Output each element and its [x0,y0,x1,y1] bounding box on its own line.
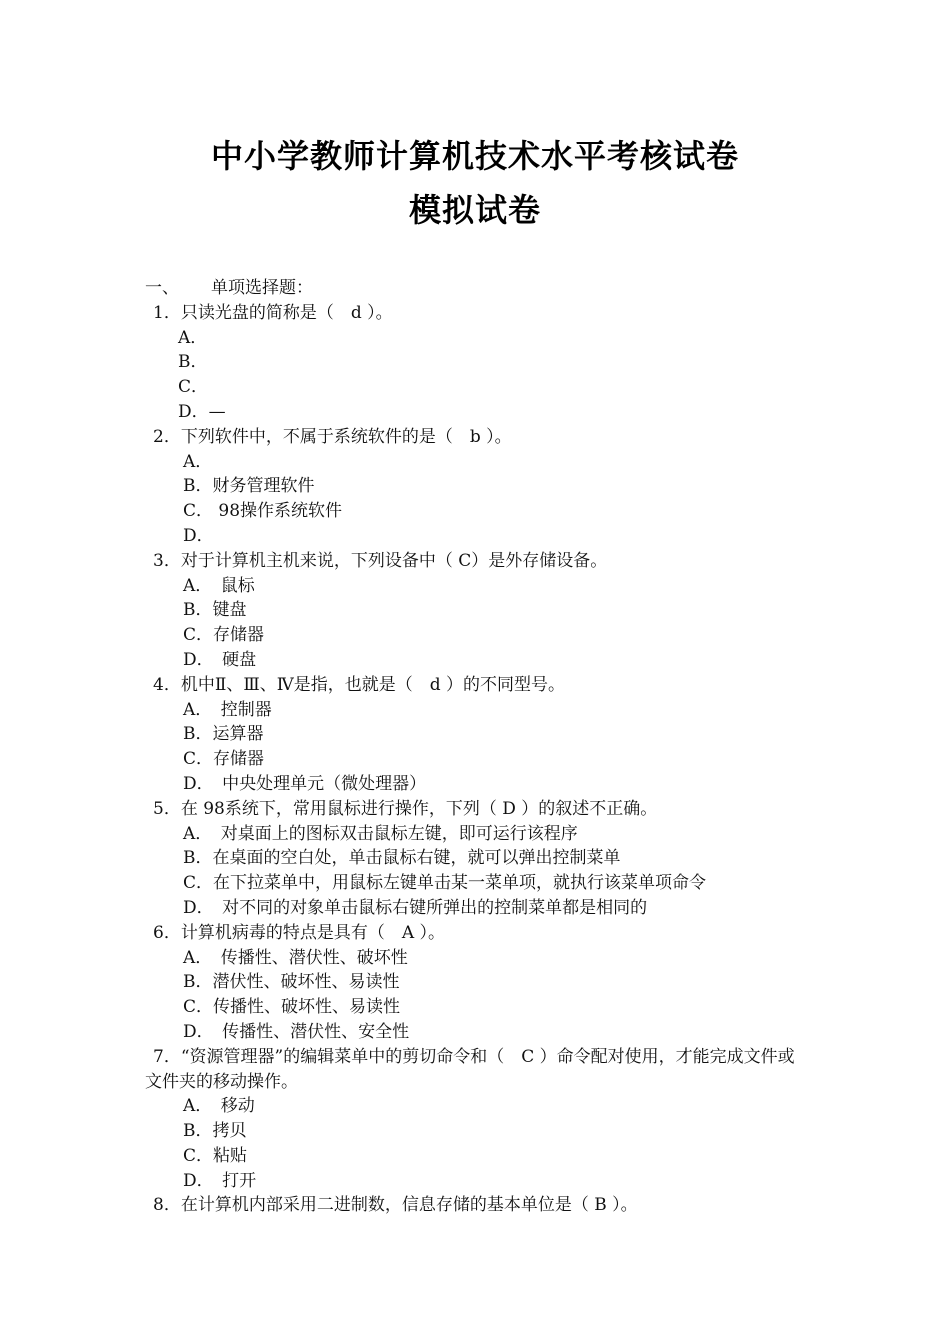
question-1-option-b: B． [178,352,208,373]
document-title: 中小学教师计算机技术水平考核试卷 [210,137,739,175]
question-6-option-a: A． 传播性、潜伏性、破坏性 [183,947,408,968]
question-7-option-d: D． 打开 [183,1170,257,1191]
question-5-stem: 5．在 98系统下，常用鼠标进行操作，下列（ D ）的叙述不正确。 [153,798,658,819]
question-6-option-b: B．潜伏性、破坏性、易读性 [183,972,400,993]
question-7-option-b: B．拷贝 [183,1121,247,1142]
question-3-option-b: B．键盘 [183,600,247,621]
question-2-option-d: D． [183,525,214,546]
question-6-stem: 6．计算机病毒的特点是具有（ A ）。 [153,922,445,943]
exam-body [145,276,805,1218]
question-3-option-d: D． 硬盘 [183,649,257,670]
question-4-option-c: C．存储器 [183,749,265,770]
question-2-option-c: C． 98操作系统软件 [183,501,343,522]
question-6-option-d: D． 传播性、潜伏性、安全性 [183,1021,410,1042]
question-5-option-c: C．在下拉菜单中，用鼠标左键单击某一菜单项，就执行该菜单项命令 [183,873,707,894]
question-3-option-a: A． 鼠标 [183,575,255,596]
question-4-stem: 4．机中Ⅱ、Ⅲ、Ⅳ是指，也就是（ d ）的不同型号。 [153,674,566,695]
question-2-stem: 2．下列软件中，不属于系统软件的是（ b ）。 [153,426,512,447]
question-8-stem: 8．在计算机内部采用二进制数，信息存储的基本单位是（ B ）。 [153,1195,638,1216]
question-3-stem: 3．对于计算机主机来说，下列设备中（ C）是外存储设备。 [153,550,608,571]
question-7-stem: 7．“资源管理器”的编辑菜单中的剪切命令和（ C ）命令配对使用，才能完成文件或文件夹的移动操作。 [145,1046,795,1092]
question-1-option-c: C． [178,377,209,398]
section-number: 一、 [145,278,179,298]
question-5-option-a: A． 对桌面上的图标双击鼠标左键，即可运行该程序 [183,823,578,844]
question-6-option-c: C．传播性、破坏性、易读性 [183,997,401,1018]
question-5-option-d: D． 对不同的对象单击鼠标右键所弹出的控制菜单都是相同的 [183,897,648,918]
question-7-option-c: C．粘贴 [183,1145,248,1166]
question-2-option-a: A． [183,451,213,472]
section-heading [145,276,805,301]
question-1-option-d: D．— [178,401,226,422]
question-2-option-b: B．财务管理软件 [183,476,315,497]
question-5-option-b: B．在桌面的空白处，单击鼠标右键，就可以弹出控制菜单 [183,848,621,869]
question-7-option-a: A． 移动 [183,1096,255,1117]
question-1-stem: 1．只读光盘的简称是（ d ）。 [153,302,393,323]
question-4-option-a: A． 控制器 [183,699,272,720]
question-4-option-d: D． 中央处理单元（微处理器） [183,773,427,794]
question-3-option-c: C．存储器 [183,625,265,646]
question-4-option-b: B．运算器 [183,724,264,745]
section-label: 单项选择题： [211,278,313,298]
document-subtitle: 模拟试卷 [408,191,541,229]
question-1-option-a: A． [178,327,208,348]
